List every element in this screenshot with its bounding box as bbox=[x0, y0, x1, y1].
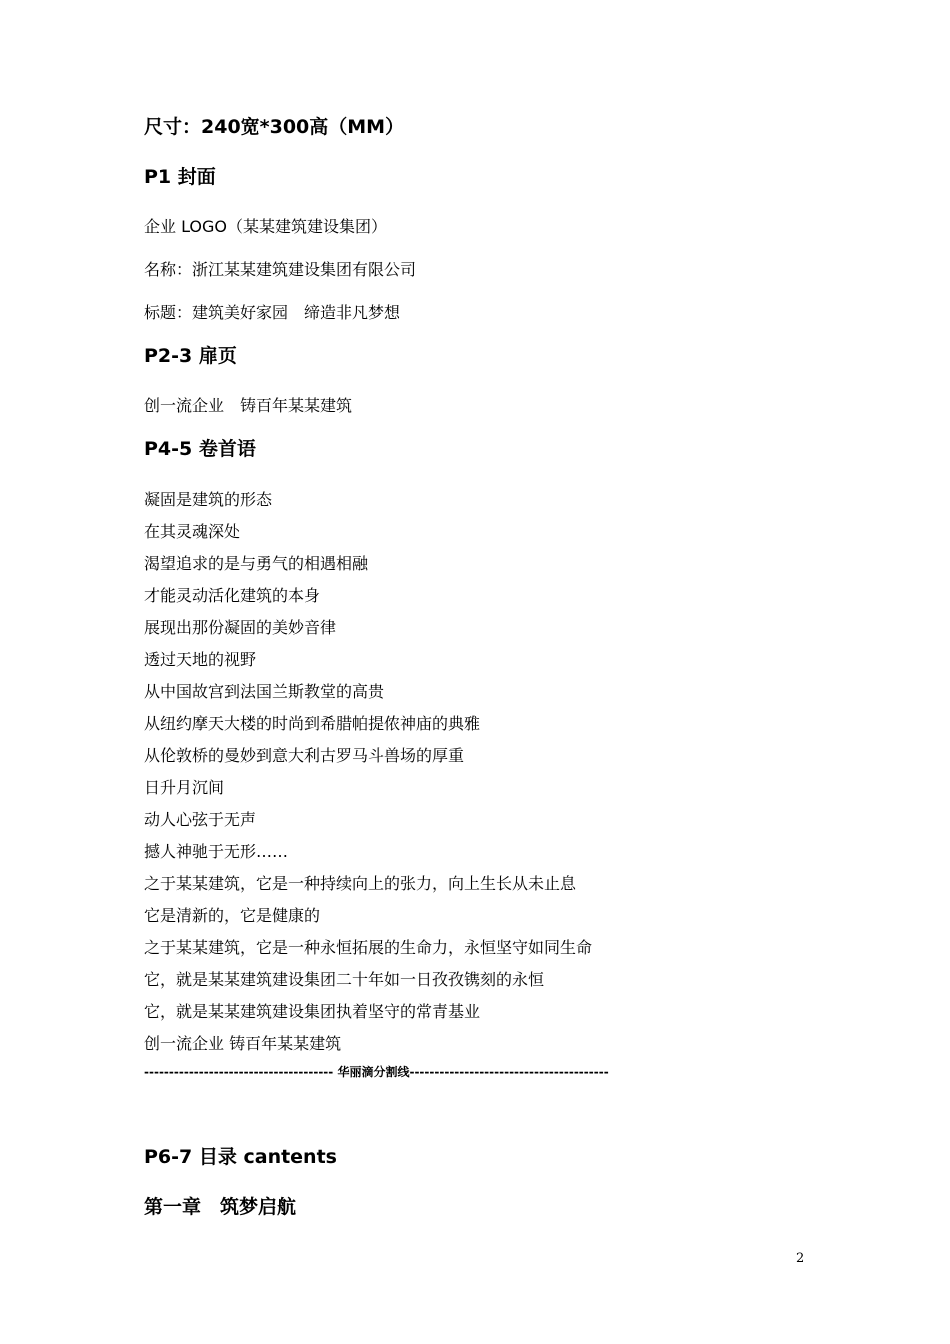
poem-line: 展现出那份凝固的美妙音律 bbox=[144, 618, 337, 637]
poem-line: 渴望追求的是与勇气的相遇相融 bbox=[144, 554, 369, 573]
page-number: 2 bbox=[796, 1251, 805, 1266]
divider-dashes-right: ---------------------------------------- bbox=[409, 1065, 609, 1079]
section-divider bbox=[144, 1062, 724, 1082]
poem-line: 它，就是某某建筑建设集团二十年如一日孜孜镌刻的永恒 bbox=[144, 970, 545, 989]
preface-poem bbox=[144, 489, 592, 1065]
p1-heading: P1 封面 bbox=[144, 166, 216, 188]
poem-line: 它是清新的，它是健康的 bbox=[144, 906, 321, 925]
title-line: 标题：建筑美好家园 缔造非凡梦想 bbox=[144, 303, 401, 322]
poem-line: 之于某某建筑，它是一种持续向上的张力，向上生长从未止息 bbox=[144, 874, 577, 893]
poem-line: 日升月沉间 bbox=[144, 778, 225, 797]
poem-line: 在其灵魂深处 bbox=[144, 522, 241, 541]
p6-7-heading: P6-7 目录 cantents bbox=[144, 1146, 337, 1168]
size-heading: 尺寸：240宽*300高（MM） bbox=[144, 116, 405, 138]
poem-line: 创一流企业 铸百年某某建筑 bbox=[144, 1034, 342, 1053]
flyleaf-text: 创一流企业 铸百年某某建筑 bbox=[144, 396, 353, 415]
poem-line: 它，就是某某建筑建设集团执着坚守的常青基业 bbox=[144, 1002, 481, 1021]
poem-line: 动人心弦于无声 bbox=[144, 810, 257, 829]
poem-line: 从中国故宫到法国兰斯教堂的高贵 bbox=[144, 682, 385, 701]
company-name-line: 名称：浙江某某建筑建设集团有限公司 bbox=[144, 260, 417, 279]
poem-line: 凝固是建筑的形态 bbox=[144, 490, 273, 509]
poem-line: 撼人神驰于无形…… bbox=[144, 842, 289, 861]
poem-line: 从伦敦桥的曼妙到意大利古罗马斗兽场的厚重 bbox=[144, 746, 465, 765]
poem-line: 之于某某建筑，它是一种永恒拓展的生命力，永恒坚守如同生命 bbox=[144, 938, 593, 957]
chapter-1-heading: 第一章 筑梦启航 bbox=[144, 1196, 297, 1218]
divider-label: 华丽滴分割线 bbox=[337, 1065, 410, 1079]
poem-line: 才能灵动活化建筑的本身 bbox=[144, 586, 321, 605]
divider-dashes-left: -------------------------------------- bbox=[144, 1065, 334, 1079]
p4-5-heading: P4-5 卷首语 bbox=[144, 438, 256, 460]
poem-line: 透过天地的视野 bbox=[144, 650, 257, 669]
logo-line: 企业 LOGO（某某建筑建设集团） bbox=[144, 217, 388, 236]
poem-line: 从纽约摩天大楼的时尚到希腊帕提侬神庙的典雅 bbox=[144, 714, 481, 733]
p2-3-heading: P2-3 扉页 bbox=[144, 345, 237, 367]
